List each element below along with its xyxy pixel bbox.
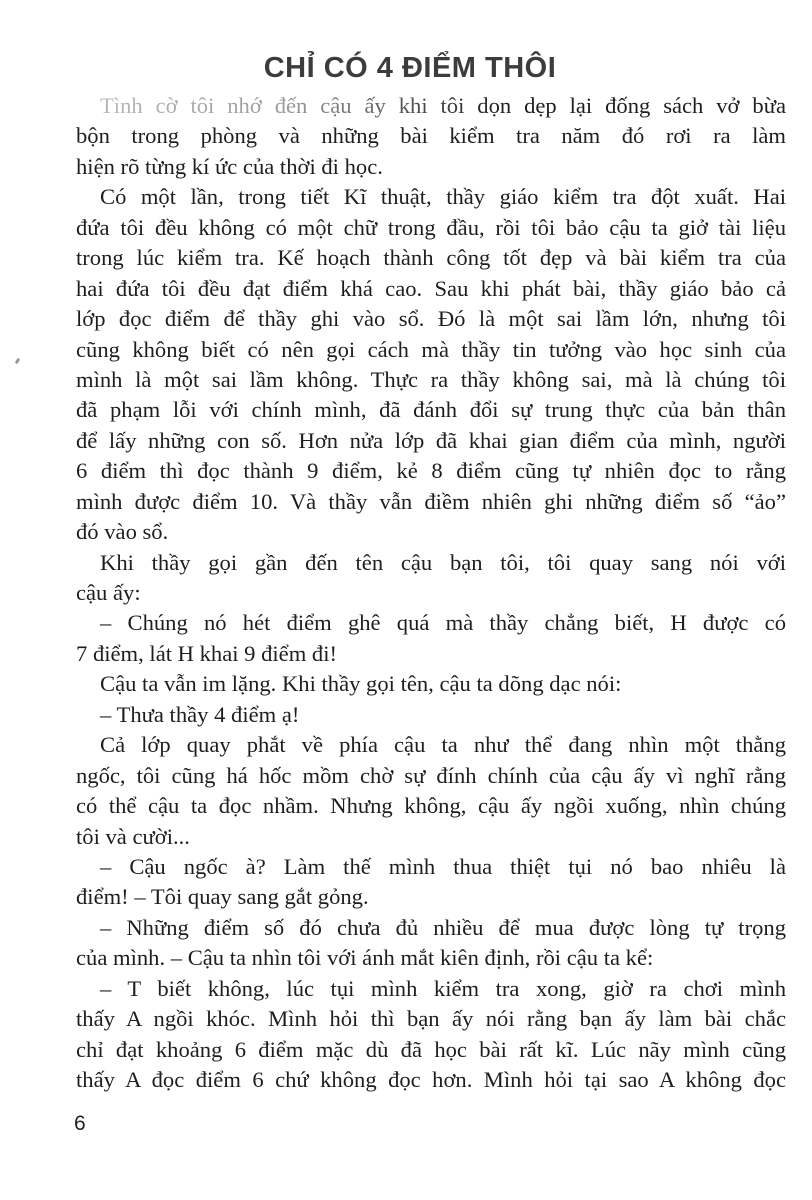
text-line: trong lúc kiểm tra. Kế hoạch thành công tốt đẹp và bài kiểm tra của — [76, 245, 786, 271]
text-line: Cậu ta vẫn im lặng. Khi thầy gọi tên, cậu ta dõng dạc nói: — [100, 671, 622, 697]
text-line: – Những điểm số đó chưa đủ nhiều để mua được lòng tự trọng — [100, 914, 786, 940]
text-line: hiện rõ từng kí ức của thời đi học. — [76, 153, 383, 179]
page-number: 6 — [74, 1112, 86, 1135]
text-line: tôi và cười... — [76, 823, 190, 849]
text-line: 7 điểm, lát H khai 9 điểm đi! — [76, 640, 338, 666]
chapter-title: CHỈ CÓ 4 ĐIỂM THÔI — [263, 52, 557, 84]
text-line: mình là một sai lầm không. Thực ra thầy không sai, mà là chúng tôi — [76, 366, 786, 392]
text-line: đã phạm lỗi với chính mình, đã đánh đổi sự trung thực của bản thân — [76, 397, 786, 423]
text-line: – Chúng nó hét điểm ghê quá mà thầy chẳng biết, H được có — [100, 610, 786, 636]
paragraph — [76, 700, 786, 730]
text-line: Tình cờ tôi nhớ đến cậu ấy khi tôi dọn dẹp lại đống sách vở bừa — [76, 91, 786, 121]
text-line: mình được điểm 10. Và thầy vẫn điềm nhiên ghi những điểm số “ảo” — [76, 488, 786, 514]
text-line: Có một lần, trong tiết Kĩ thuật, thầy giáo kiểm tra đột xuất. Hai — [100, 184, 786, 210]
paragraph — [76, 548, 786, 609]
text-line: để lấy những con số. Hơn nửa lớp đã khai gian điểm của mình, người — [76, 427, 786, 453]
text-line: – Thưa thầy 4 điểm ạ! — [100, 701, 300, 727]
text-line: thấy A đọc điểm 6 chứ không đọc hơn. Mình hỏi tại sao A không đọc — [76, 1067, 786, 1092]
text-line: đó vào sổ. — [76, 519, 169, 545]
paragraph — [76, 91, 786, 182]
text-line: ngốc, tôi cũng há hốc mồm chờ sự đính chính của cậu ấy vì nghĩ rằng — [76, 762, 786, 788]
text-line: hai đứa tôi đều đạt điểm khá cao. Sau khi phát bài, thầy giáo bảo cả — [76, 275, 786, 301]
text-line: Khi thầy gọi gần đến tên cậu bạn tôi, tôi quay sang nói với — [100, 549, 786, 575]
paragraph — [76, 669, 786, 699]
scan-speck — [15, 358, 21, 365]
text-line: lớp đọc điểm để thầy ghi vào sổ. Đó là một sai lầm lớn, nhưng tôi — [76, 306, 786, 332]
text-line: thấy A ngồi khóc. Mình hỏi thì bạn ấy nói rằng bạn ấy làm bài chắc — [76, 1006, 786, 1032]
body-text — [76, 91, 786, 1095]
paragraph — [76, 913, 786, 974]
paragraph — [76, 852, 786, 913]
text-line: điểm! – Tôi quay sang gắt gỏng. — [76, 884, 369, 910]
paragraph — [76, 608, 786, 669]
text-line: – Cậu ngốc à? Làm thế mình thua thiệt tụi nó bao nhiêu là — [100, 853, 786, 879]
text-line: có thể cậu ta đọc nhầm. Nhưng không, cậu ấy ngồi xuống, nhìn chúng — [76, 793, 786, 819]
text-line: của mình. – Cậu ta nhìn tôi với ánh mắt kiên định, rồi cậu ta kể: — [76, 945, 654, 971]
text-line: 6 điểm thì đọc thành 9 điểm, kẻ 8 điểm cũng tự nhiên đọc to rằng — [76, 458, 786, 484]
text-line: bộn trong phòng và những bài kiểm tra năm đó rơi ra làm — [76, 123, 786, 149]
paragraph — [76, 974, 786, 1096]
text-line: Cả lớp quay phắt về phía cậu ta như thể đang nhìn một thằng — [100, 732, 786, 758]
paragraph — [76, 182, 786, 547]
text-line: – T biết không, lúc tụi mình kiểm tra xong, giờ ra chơi mình — [100, 975, 786, 1001]
text-line: cậu ấy: — [76, 580, 141, 605]
text-line: chỉ đạt khoảng 6 điểm mặc dù đã học bài rất kĩ. Lúc nãy mình cũng — [76, 1036, 786, 1062]
text-line: cũng không biết có nên gọi cách mà thầy tin tưởng vào học sinh của — [76, 336, 786, 362]
paragraph — [76, 730, 786, 852]
text-line: đứa tôi đều không có một chữ trong đầu, rồi tôi bảo cậu ta giở tài liệu — [76, 214, 786, 240]
